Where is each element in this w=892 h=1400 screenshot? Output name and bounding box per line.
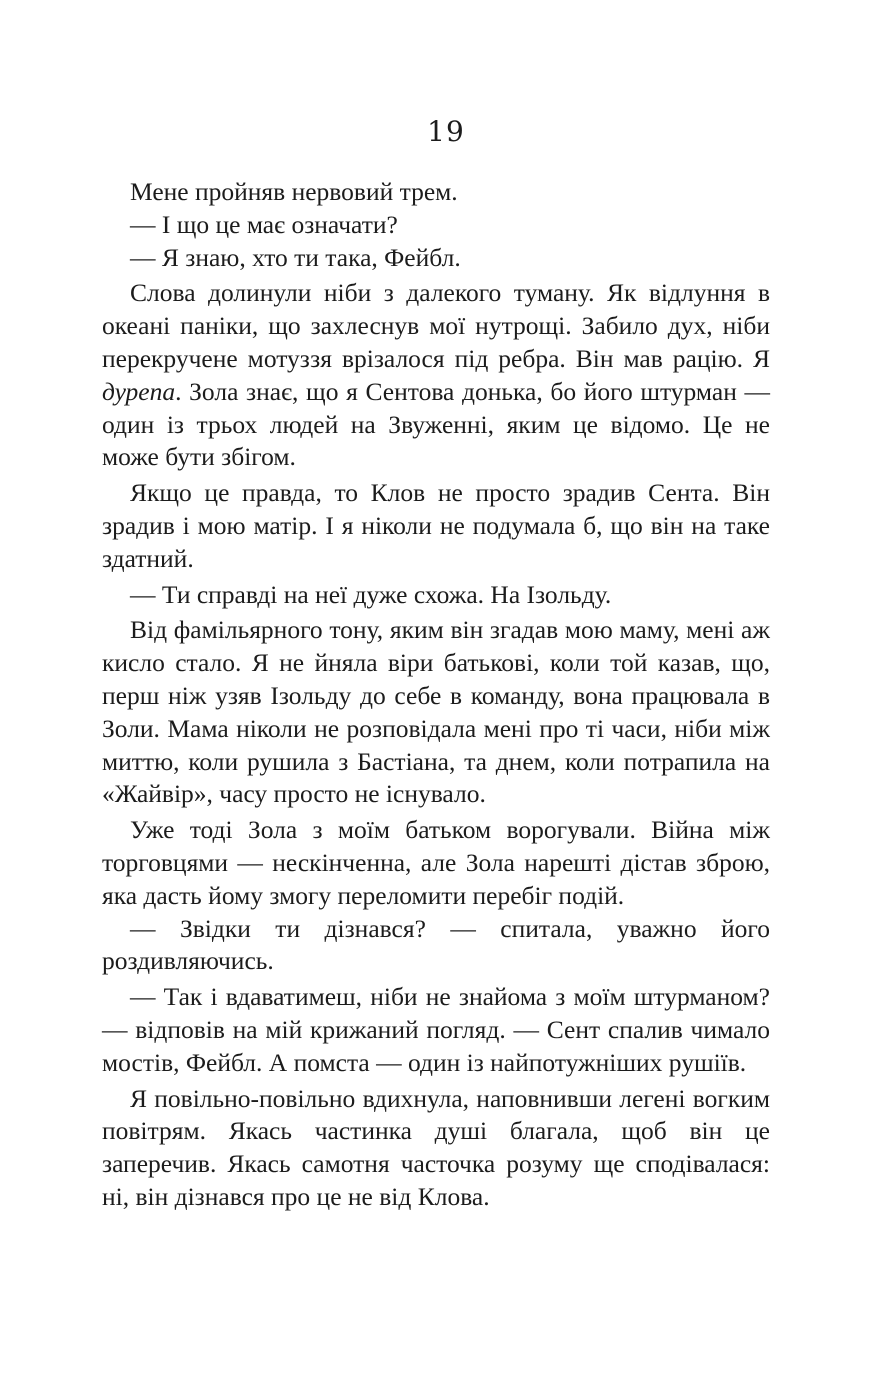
dialogue-line	[102, 242, 770, 275]
paragraph-text: Якщо це правда, то Клов не просто зрадив Сента. Він зрадив і мою матір. І я ніколи не подумала б, що він на таке здатний.	[102, 478, 770, 573]
paragraph	[102, 176, 770, 209]
paragraph-text: — Так і вдаватимеш, ніби не знайома з моїм штурманом? — відповів на мій крижаний погляд. — Сент спалив чимало мостів, Фейбл. А помста — один із найпотужніших рушіїв.	[102, 982, 770, 1077]
paragraph-text: . Зола знає, що я Сентова донька, бо його штурман — один із трьох людей на Звуженні, яким це відомо. Це не може бути збігом.	[102, 376, 770, 472]
paragraph-text: — І що це має означати?	[130, 209, 398, 239]
paragraph-text: — Ти справді на неї дуже схожа. На Ізольду.	[130, 579, 612, 609]
dialogue-line	[102, 913, 770, 979]
paragraph-text: Уже тоді Зола з моїм батьком ворогували. Війна між торговцями — нескінченна, але Зола нарешті дістав зброю, яка дасть йому змогу переломити перебіг подій.	[102, 815, 770, 910]
body-text	[102, 176, 770, 1214]
paragraph	[102, 614, 770, 811]
paragraph-text: — Я знаю, хто ти така, Фейбл.	[130, 242, 461, 272]
paragraph	[102, 277, 770, 474]
paragraph	[102, 477, 770, 575]
paragraph	[102, 814, 770, 912]
italic-word: дурепа	[102, 376, 176, 406]
paragraph-text: Слова долинули ніби з далекого туману. Як відлуння в океані паніки, що захлеснув мої нутрощі. Забило дух, ніби перекручене мотуззя врізалося під ребра. Він мав рацію. Я	[102, 278, 770, 373]
paragraph-text: — Звідки ти дізнався? — спитала, уважно його роздивляючись.	[102, 913, 770, 976]
dialogue-line	[102, 981, 770, 1079]
paragraph-text: Від фамільярного тону, яким він згадав мою маму, мені аж кисло стало. Я не йняла віри батькові, коли той казав, що, перш ніж узяв Ізольду до себе в команду, вона працювала в Золи. Мама ніколи не розповідала мені про ті часи, ніби між миттю, коли рушила з Бастіана, та днем, коли потрапила на «Жайвір», часу просто не існувало.	[102, 615, 770, 809]
paragraph-text: Мене пройняв нервовий трем.	[130, 177, 458, 206]
paragraph	[102, 1083, 770, 1214]
dialogue-line	[102, 209, 770, 242]
page-number: 19	[427, 115, 465, 148]
paragraph-text: Я повільно-повільно вдихнула, наповнивши легені вогким повітрям. Якась частинка душі благала, щоб він це заперечив. Якась самотня часточка розуму ще сподівалася: ні, він дізнався про це не від Клова.	[102, 1083, 770, 1211]
dialogue-line	[102, 579, 770, 612]
